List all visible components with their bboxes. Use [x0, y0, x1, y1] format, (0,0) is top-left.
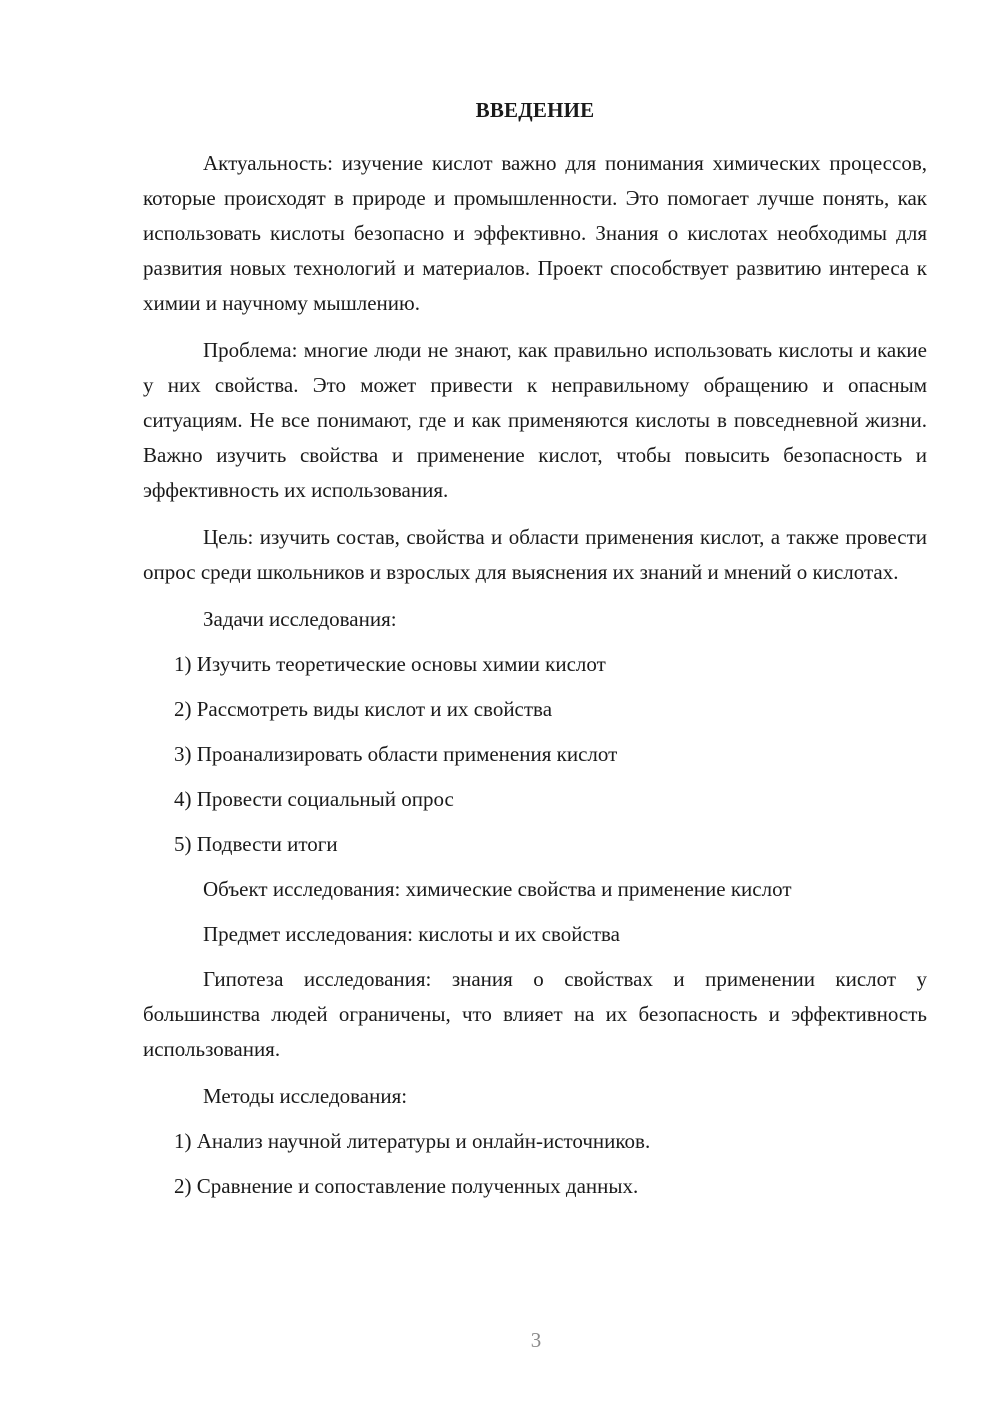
- document-page: [143, 96, 927, 1214]
- tasks-list: [143, 647, 927, 862]
- methods-heading: Методы исследования:: [203, 1084, 408, 1108]
- goal-paragraph: Цель: изучить состав, свойства и области применения кислот, а также провести опрос среди школьников и взрослых для выяснения их знаний и мнений о кислотах.: [143, 525, 927, 584]
- task-item: 3) Проанализировать области применения кислот: [174, 742, 618, 766]
- task-item: 2) Рассмотреть виды кислот и их свойства: [174, 697, 553, 721]
- relevance-paragraph: Актуальность: изучение кислот важно для понимания химических процессов, которые происходят в природе и промышленности. Это помогает лучше понять, как использовать кислоты безопасно и эффективно. Знания о кислотах необходимы для развития новых технологий и материалов. Проект способствует развитию интереса к химии и научному мышлению.: [143, 151, 927, 315]
- task-item: 5) Подвести итоги: [174, 832, 338, 856]
- page-number: 3: [530, 1328, 542, 1352]
- task-item: 4) Провести социальный опрос: [174, 787, 454, 811]
- hypothesis-paragraph: Гипотеза исследования: знания о свойствах и применении кислот у большинства людей ограничены, что влияет на их безопасность и эффективность использования.: [143, 967, 927, 1061]
- section-title: ВВЕДЕНИЕ: [475, 98, 595, 122]
- research-subject: Предмет исследования: кислоты и их свойства: [203, 922, 620, 946]
- methods-list: [143, 1124, 927, 1204]
- method-item: 1) Анализ научной литературы и онлайн-источников.: [174, 1129, 651, 1153]
- method-item: 2) Сравнение и сопоставление полученных данных.: [174, 1174, 639, 1198]
- task-item: 1) Изучить теоретические основы химии кислот: [174, 652, 606, 676]
- problem-paragraph: Проблема: многие люди не знают, как правильно использовать кислоты и какие у них свойства. Это может привести к неправильному обращению и опасным ситуациям. Не все понимают, где и как применяются кислоты в повседневной жизни. Важно изучить свойства и применение кислот, чтобы повысить безопасность и эффективность их использования.: [143, 338, 927, 502]
- research-object: Объект исследования: химические свойства и применение кислот: [203, 877, 792, 901]
- tasks-heading: Задачи исследования:: [203, 607, 397, 631]
